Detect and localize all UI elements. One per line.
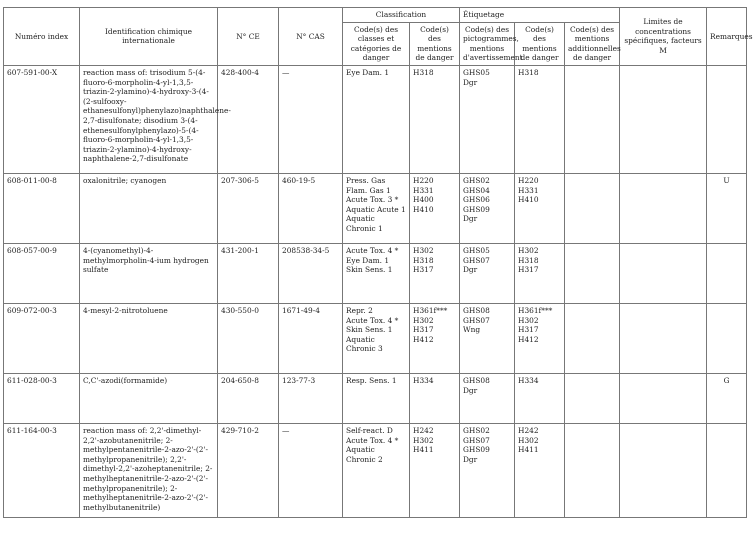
label-hazard-cell bbox=[515, 303, 565, 373]
additional-cell bbox=[565, 243, 620, 303]
label-hazard-cell-line: H302 bbox=[518, 315, 539, 325]
pictograms-cell-line: GHS09 bbox=[463, 445, 490, 455]
index-cell: 608-011-00-8 bbox=[4, 173, 80, 243]
table-row bbox=[4, 173, 747, 243]
cas-cell: — bbox=[279, 65, 343, 173]
class-hazard-cell bbox=[410, 373, 460, 423]
class-codes-cell-line: Aquatic bbox=[346, 214, 375, 224]
label-hazard-cell-line: H302 bbox=[518, 435, 539, 445]
class-hazard-cell-line: H412 bbox=[413, 334, 434, 344]
header-classification: Classification bbox=[343, 8, 460, 23]
class-hazard-cell-line: H220 bbox=[413, 175, 434, 185]
label-hazard-cell-line: H411 bbox=[518, 445, 539, 455]
class-hazard-cell bbox=[410, 303, 460, 373]
additional-cell bbox=[565, 65, 620, 173]
class-hazard-cell-line: H302 bbox=[413, 245, 434, 255]
additional-cell bbox=[565, 173, 620, 243]
pictograms-cell bbox=[460, 173, 515, 243]
class-codes-cell bbox=[343, 423, 410, 517]
pictograms-cell-line: GHS07 bbox=[463, 255, 490, 265]
identification-cell: C,C'-azodi(formamide) bbox=[80, 373, 218, 423]
pictograms-cell bbox=[460, 373, 515, 423]
class-codes-cell-line: Eye Dam. 1 bbox=[346, 67, 390, 77]
class-codes-cell-line: Acute Tox. 4 * bbox=[346, 315, 399, 325]
pictograms-cell-line: Dgr bbox=[463, 77, 478, 87]
class-codes-cell-line: Aquatic Acute 1 bbox=[346, 204, 406, 214]
identification-cell: 4-(cyanomethyl)-4-methylmorpholin-4-ium hydrogen sulfate bbox=[80, 243, 218, 303]
class-hazard-cell-line: H411 bbox=[413, 445, 434, 455]
pictograms-cell-line: Dgr bbox=[463, 454, 478, 464]
class-codes-cell-line: Resp. Sens. 1 bbox=[346, 375, 397, 385]
header-index: Numéro index bbox=[4, 8, 80, 66]
index-cell: 611-028-00-3 bbox=[4, 373, 80, 423]
label-hazard-cell-line: H242 bbox=[518, 425, 539, 435]
class-hazard-cell bbox=[410, 243, 460, 303]
identification-cell: 4-mesyl-2-nitrotoluene bbox=[80, 303, 218, 373]
label-hazard-cell-line: H412 bbox=[518, 334, 539, 344]
class-codes-cell-line: Press. Gas bbox=[346, 175, 386, 185]
class-hazard-cell-line: H410 bbox=[413, 204, 434, 214]
pictograms-cell-line: Dgr bbox=[463, 265, 478, 275]
pictograms-cell-line: GHS07 bbox=[463, 435, 490, 445]
class-codes-cell-line: Acute Tox. 4 * bbox=[346, 245, 399, 255]
class-codes-cell-line: Repr. 2 bbox=[346, 305, 373, 315]
identification-cell: reaction mass of: 2,2'-dimethyl-2,2'-azobutanenitrile; 2-methylpentanenitrile-2-azo-2'-(2'-methylpropanenitrile); 2,2'-dimethyl-2,2'-azoheptanenitrile; 2-methylheptanenitrile-2-azo-2'-(2'-methylpropanenitrile); 2-methylheptanenitrile-2-azo-2'-(2'-methylbutanenitrile) bbox=[80, 423, 218, 517]
additional-cell bbox=[565, 423, 620, 517]
pictograms-cell-line: GHS02 bbox=[463, 425, 490, 435]
class-hazard-cell-line: H318 bbox=[413, 67, 434, 77]
limits-cell bbox=[620, 243, 707, 303]
header-additional: Code(s) des mentions additionnelles de danger bbox=[565, 22, 620, 65]
pictograms-cell bbox=[460, 303, 515, 373]
label-hazard-cell bbox=[515, 423, 565, 517]
header-cas: N° CAS bbox=[279, 8, 343, 66]
class-codes-cell-line: Eye Dam. 1 bbox=[346, 255, 390, 265]
pictograms-cell-line: GHS09 bbox=[463, 204, 490, 214]
label-hazard-cell-line: H302 bbox=[518, 245, 539, 255]
ce-cell: 430-550-0 bbox=[218, 303, 279, 373]
pictograms-cell bbox=[460, 243, 515, 303]
cas-cell: 460-19-5 bbox=[279, 173, 343, 243]
label-hazard-cell-line: H318 bbox=[518, 67, 539, 77]
class-codes-cell bbox=[343, 373, 410, 423]
pictograms-cell-line: Wng bbox=[463, 325, 481, 335]
limits-cell bbox=[620, 303, 707, 373]
remarks-cell: G bbox=[707, 373, 747, 423]
class-hazard-cell-line: H318 bbox=[413, 255, 434, 265]
cas-cell: 123-77-3 bbox=[279, 373, 343, 423]
class-hazard-cell-line: H334 bbox=[413, 375, 434, 385]
class-codes-cell bbox=[343, 173, 410, 243]
pictograms-cell-line: GHS02 bbox=[463, 175, 490, 185]
label-hazard-cell bbox=[515, 373, 565, 423]
class-codes-cell-line: Skin Sens. 1 bbox=[346, 265, 393, 275]
label-hazard-cell-line: H410 bbox=[518, 195, 539, 205]
class-hazard-cell-line: H302 bbox=[413, 435, 434, 445]
table-row bbox=[4, 423, 747, 517]
label-hazard-cell-line: H317 bbox=[518, 265, 539, 275]
remarks-cell bbox=[707, 243, 747, 303]
ce-cell: 431-200-1 bbox=[218, 243, 279, 303]
class-codes-cell-line: Acute Tox. 3 * bbox=[346, 195, 399, 205]
label-hazard-cell-line: H334 bbox=[518, 375, 539, 385]
additional-cell bbox=[565, 373, 620, 423]
pictograms-cell-line: GHS05 bbox=[463, 245, 490, 255]
class-hazard-cell-line: H242 bbox=[413, 425, 434, 435]
header-remarks: Remarques bbox=[707, 8, 747, 66]
pictograms-cell-line: GHS05 bbox=[463, 67, 490, 77]
class-hazard-cell-line: H400 bbox=[413, 195, 434, 205]
class-codes-cell-line: Aquatic bbox=[346, 445, 375, 455]
header-limits: Limites de concentrations spécifiques, facteurs M bbox=[620, 8, 707, 66]
class-hazard-cell bbox=[410, 423, 460, 517]
class-hazard-cell-line: H302 bbox=[413, 315, 434, 325]
ce-cell: 428-400-4 bbox=[218, 65, 279, 173]
pictograms-cell bbox=[460, 423, 515, 517]
index-cell: 611-164-00-3 bbox=[4, 423, 80, 517]
header-class-hazard: Code(s) des mentions de danger bbox=[410, 22, 460, 65]
class-hazard-cell bbox=[410, 173, 460, 243]
cas-cell: — bbox=[279, 423, 343, 517]
class-codes-cell-line: Chronic 1 bbox=[346, 223, 383, 233]
class-hazard-cell bbox=[410, 65, 460, 173]
pictograms-cell-line: GHS07 bbox=[463, 315, 490, 325]
class-hazard-cell-line: H317 bbox=[413, 325, 434, 335]
identification-cell: oxalonitrile; cyanogen bbox=[80, 173, 218, 243]
table-row bbox=[4, 303, 747, 373]
class-hazard-cell-line: H361f*** bbox=[413, 305, 448, 315]
limits-cell bbox=[620, 65, 707, 173]
label-hazard-cell bbox=[515, 173, 565, 243]
index-cell: 609-072-00-3 bbox=[4, 303, 80, 373]
remarks-cell bbox=[707, 303, 747, 373]
label-hazard-cell-line: H220 bbox=[518, 175, 539, 185]
label-hazard-cell-line: H361f*** bbox=[518, 305, 553, 315]
ce-cell: 204-650-8 bbox=[218, 373, 279, 423]
pictograms-cell-line: GHS08 bbox=[463, 305, 490, 315]
header-etiquetage: Étiquetage bbox=[460, 8, 620, 23]
index-cell: 608-057-00-9 bbox=[4, 243, 80, 303]
limits-cell bbox=[620, 423, 707, 517]
cas-cell: 208538-34-5 bbox=[279, 243, 343, 303]
label-hazard-cell-line: H331 bbox=[518, 185, 539, 195]
class-codes-cell-line: Flam. Gas 1 bbox=[346, 185, 391, 195]
remarks-cell bbox=[707, 65, 747, 173]
table-row bbox=[4, 243, 747, 303]
class-codes-cell bbox=[343, 65, 410, 173]
pictograms-cell-line: GHS08 bbox=[463, 375, 490, 385]
class-codes-cell-line: Chronic 3 bbox=[346, 344, 383, 354]
class-hazard-cell-line: H331 bbox=[413, 185, 434, 195]
cas-cell: 1671-49-4 bbox=[279, 303, 343, 373]
index-cell: 607-591-00-X bbox=[4, 65, 80, 173]
class-codes-cell-line: Acute Tox. 4 * bbox=[346, 435, 399, 445]
table-row bbox=[4, 65, 747, 173]
class-hazard-cell-line: H317 bbox=[413, 265, 434, 275]
label-hazard-cell-line: H317 bbox=[518, 325, 539, 335]
remarks-cell bbox=[707, 423, 747, 517]
ce-cell: 207-306-5 bbox=[218, 173, 279, 243]
header-pictograms: Code(s) des pictogrammes, mentions d'avertissement bbox=[460, 22, 515, 65]
label-hazard-cell bbox=[515, 243, 565, 303]
class-codes-cell-line: Chronic 2 bbox=[346, 454, 383, 464]
header-identification: Identification chimique internationale bbox=[80, 8, 218, 66]
limits-cell bbox=[620, 373, 707, 423]
label-hazard-cell-line: H318 bbox=[518, 255, 539, 265]
header-ce: N° CE bbox=[218, 8, 279, 66]
table-row bbox=[4, 373, 747, 423]
label-hazard-cell bbox=[515, 65, 565, 173]
header-class-codes: Code(s) des classes et catégories de danger bbox=[343, 22, 410, 65]
pictograms-cell-line: GHS06 bbox=[463, 195, 490, 205]
pictograms-cell-line: Dgr bbox=[463, 214, 478, 224]
regulation-table bbox=[3, 7, 753, 518]
header-label-hazard: Code(s) des mentions de danger bbox=[515, 22, 565, 65]
class-codes-cell-line: Aquatic bbox=[346, 334, 375, 344]
class-codes-cell-line: Self-react. D bbox=[346, 425, 393, 435]
pictograms-cell-line: Dgr bbox=[463, 385, 478, 395]
identification-cell: reaction mass of: trisodium 5-(4-fluoro-6-morpholin-4-yl-1,3,5-triazin-2-ylamino)-4-hydroxy-3-(4-(2-sulfooxy-ethanesulfonyl)phenylazo)naphthalene-2,7-disulfonate; disodium 3-(4-ethenesulfonylphenylazo)-5-(4-fluoro-6-morpholin-4-yl-1,3,5-triazin-2-ylamino)-4-hydroxy-naphthalene-2,7-disulfonate bbox=[80, 65, 218, 173]
additional-cell bbox=[565, 303, 620, 373]
class-codes-cell bbox=[343, 303, 410, 373]
remarks-cell: U bbox=[707, 173, 747, 243]
ce-cell: 429-710-2 bbox=[218, 423, 279, 517]
class-codes-cell-line: Skin Sens. 1 bbox=[346, 325, 393, 335]
class-codes-cell bbox=[343, 243, 410, 303]
pictograms-cell bbox=[460, 65, 515, 173]
pictograms-cell-line: GHS04 bbox=[463, 185, 490, 195]
limits-cell bbox=[620, 173, 707, 243]
